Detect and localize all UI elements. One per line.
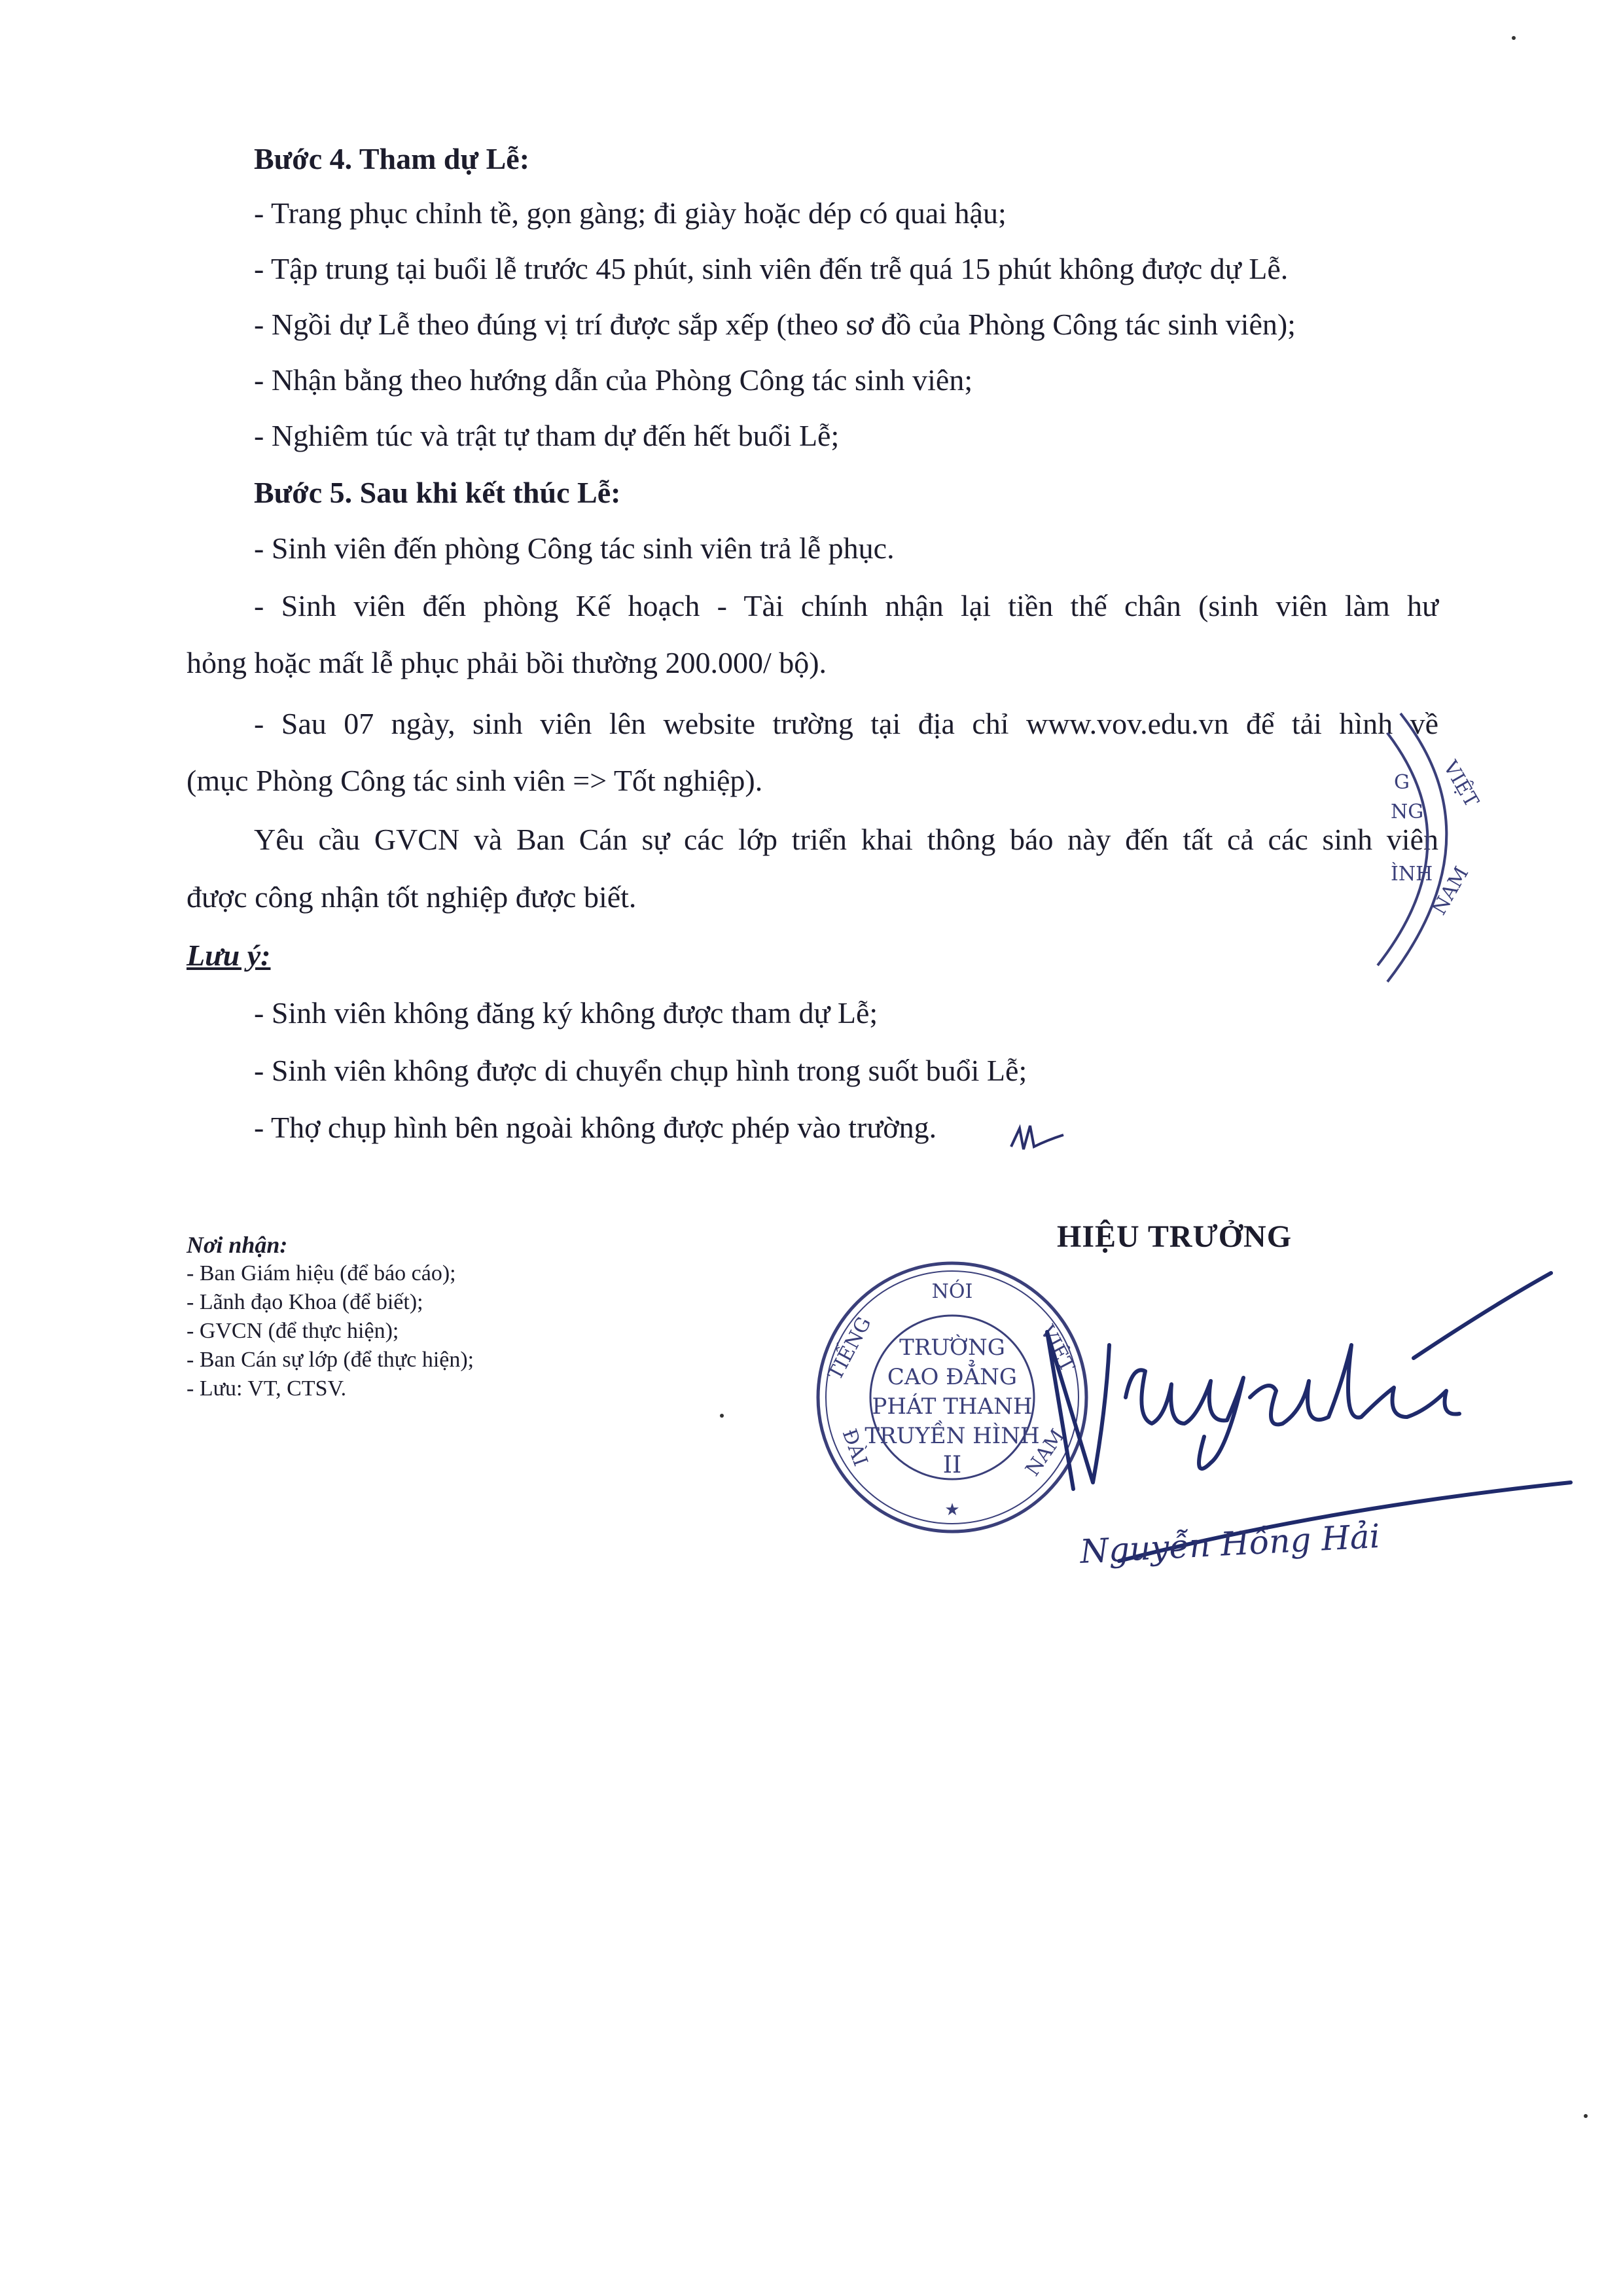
seal-text-left: TIẾNG: [823, 1313, 876, 1384]
side-seal-text: VIỆT: [1438, 757, 1484, 812]
request-line1: Yêu cầu GVCN và Ban Cán sự các lớp triển khai thông báo này đến tất cả các sinh viên: [254, 823, 1438, 856]
seal-text-bottom-left: ĐÀI: [837, 1426, 872, 1469]
scan-speck: [1584, 2114, 1588, 2118]
recipients-block: [187, 1230, 474, 1403]
side-seal-text: ÌNH: [1391, 863, 1433, 886]
step4-item-1: - Trang phục chỉnh tề, gọn gàng; đi giày hoặc dép có quai hậu;: [254, 196, 1007, 230]
scan-speck: [720, 1414, 724, 1418]
step5-item-3-line1: - Sau 07 ngày, sinh viên lên website trường tại địa chỉ www.vov.edu.vn để tải hình về: [254, 707, 1438, 740]
recipient-item: - Ban Giám hiệu (để báo cáo);: [187, 1261, 456, 1285]
scan-speck: [1512, 36, 1516, 40]
step4-item-2: - Tập trung tại buổi lễ trước 45 phút, sinh viên đến trễ quá 15 phút không được dự Lễ.: [254, 252, 1289, 285]
step4-item-3: - Ngồi dự Lễ theo đúng vị trí được sắp xếp (theo sơ đồ của Phòng Công tác sinh viên);: [254, 308, 1296, 341]
seal-center-line: TRUYỀN HÌNH: [865, 1423, 1040, 1449]
side-seal-text: G: [1394, 771, 1410, 794]
step5-heading: Bước 5. Sau khi kết thúc Lễ:: [254, 476, 621, 509]
signer-name: Nguyễn Hồng Hải: [1079, 1517, 1381, 1571]
seal-text-top: NÓI: [931, 1280, 973, 1303]
side-seal-text: NAM: [1427, 863, 1474, 919]
recipient-item: - GVCN (để thực hiện);: [187, 1319, 399, 1343]
step4-item-5: - Nghiêm túc và trật tự tham dự đến hết buổi Lễ;: [254, 419, 840, 452]
note-heading: Lưu ý:: [187, 939, 271, 972]
note-item-2: - Sinh viên không được di chuyển chụp hình trong suốt buổi Lễ;: [254, 1054, 1027, 1087]
recipient-item: - Lưu: VT, CTSV.: [187, 1376, 347, 1401]
seal-center-line: CAO ĐẲNG: [887, 1364, 1018, 1390]
recipient-item: - Lãnh đạo Khoa (để biết);: [187, 1290, 423, 1314]
recipients-heading: Nơi nhận:: [187, 1232, 288, 1258]
step5-item-2-line1: - Sinh viên đến phòng Kế hoạch - Tài chính nhận lại tiền thế chân (sinh viên làm hư: [254, 589, 1438, 622]
seal-text-right: VIỆT: [1035, 1321, 1079, 1376]
step5-item-2-line2: hỏng hoặc mất lễ phục phải bồi thường 200.000/ bộ).: [187, 646, 827, 679]
seal-text-bottom-right: NAM: [1021, 1425, 1070, 1480]
seal-center-line: PHÁT THANH: [872, 1393, 1033, 1420]
request-line2: được công nhận tốt nghiệp được biết.: [187, 880, 637, 914]
step4-heading: Bước 4. Tham dự Lễ:: [254, 142, 530, 175]
initials-mark: [1008, 1121, 1067, 1160]
side-seal-fragment: [1374, 707, 1492, 988]
side-seal-text: NG: [1391, 800, 1424, 823]
seal-star: ★: [944, 1500, 960, 1520]
seal-center-line: TRƯỜNG: [899, 1335, 1005, 1361]
note-item-3: - Thợ chụp hình bên ngoài không được phép vào trường.: [254, 1111, 937, 1144]
step5-item-3-line2: (mục Phòng Công tác sinh viên => Tốt nghiệp).: [187, 764, 763, 797]
step5-item-1: - Sinh viên đến phòng Công tác sinh viên trả lễ phục.: [254, 531, 895, 565]
seal-center-line: II: [942, 1452, 962, 1479]
step4-item-4: - Nhận bằng theo hướng dẫn của Phòng Công tác sinh viên;: [254, 363, 973, 397]
signature-title: HIỆU TRƯỞNG: [1057, 1219, 1293, 1254]
recipient-item: - Ban Cán sự lớp (để thực hiện);: [187, 1348, 474, 1372]
note-item-1: - Sinh viên không đăng ký không được tham dự Lễ;: [254, 996, 878, 1030]
